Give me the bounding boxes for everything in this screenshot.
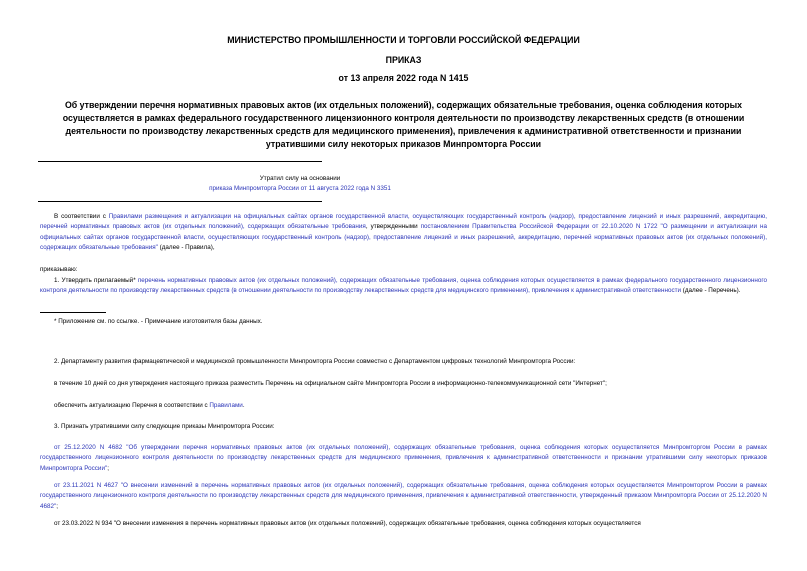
repeal-1-paragraph (40, 443, 767, 474)
ministry-name: МИНИСТЕРСТВО ПРОМЫШЛЕННОСТИ И ТОРГОВЛИ РОССИЙСКОЙ ФЕДЕРАЦИИ (227, 35, 580, 45)
status-text: Утратил силу на основании (259, 175, 341, 182)
repeal-1-suffix: ; (107, 464, 109, 472)
item-1-prefix: 1. Утвердить прилагаемый* (54, 277, 136, 284)
intro-suffix: (далее - Правила), (159, 243, 215, 251)
status-line (30, 185, 570, 192)
item-1-suffix: (далее - Перечень). (682, 287, 741, 295)
item-2b-paragraph (54, 401, 245, 411)
intro-middle: , утвержденными (365, 223, 418, 231)
footnote-divider (40, 312, 106, 313)
item-1-paragraph (40, 276, 767, 297)
footnote: * Приложение см. по ссылке. - Примечание изготовителя базы данных. (54, 318, 263, 325)
rules-link-2[interactable]: Правилами (209, 402, 243, 409)
repeal-2-suffix: ; (56, 502, 58, 510)
repeal-order-link[interactable]: приказа Минпромторга России от 11 августа 2022 года N 3351 (209, 185, 391, 192)
order-type: ПРИКАЗ (385, 55, 422, 65)
intro-prefix: В соответствии с (54, 213, 106, 220)
item-2a-paragraph: в течение 10 дней со дня утверждения настоящего приказа разместить Перечень на официальном сайте Минпромторга России в информационно-телекоммуникационной сети "Интернет"; (54, 380, 607, 387)
orders-word: приказываю: (40, 266, 78, 273)
item-2b-suffix: . (242, 402, 245, 409)
list-link[interactable]: перечень нормативных правовых актов (их отдельных положений), содержащих обязательные требования, оценка соблюдения которых осуществляется в рамках федерального государственного лицензионного контроля деятельности по производству лекарственных средств (в отношении деятельности по производству лекарственных средств для медицинского применения), привлечения к административной ответственности (40, 277, 768, 295)
item-2b-prefix: обеспечить актуализацию Перечня в соответствии с (54, 402, 208, 409)
item-3-paragraph: 3. Признать утратившими силу следующие приказы Минпромторга России: (54, 423, 275, 430)
repeal-order-4627-link[interactable]: от 23.11.2021 N 4627 "О внесении изменений в перечень нормативных правовых актов (их отдельных положений), содержащих обязательные требования, оценка соблюдения которых осуществляется Минпромторгом России в рамках государственного лицензионного контроля деятельности по производству лекарственных средств для медицинского применения, привлечения к административной ответственности, утвержденный приказом Минпромторга России от 25.12.2020 N 4682" (40, 482, 767, 510)
repeal-2-paragraph (40, 481, 767, 512)
document-title: Об утверждении перечня нормативных правовых актов (их отдельных положений), содержащих обязательные требования, оценка соблюдения которых осуществляется в рамках федерального государственного лицензионного контроля деятельности по производству лекарственных средств (в отношении деятельности по производству лекарственных средств для медицинского применения), привлечения к административной ответственности и признании утратившими силу некоторых приказов Минпромторга России (62, 100, 745, 149)
rules-link[interactable]: Правилами размещения и актуализации на официальных сайтах органов государственной власти, осуществляющих государственный контроль (надзор), предоставление лицензий и иных разрешений, аккредитацию, перечней нормативных правовых актов (их отдельных положений), содержащих обязательные требования (40, 213, 768, 231)
divider-status (38, 201, 322, 202)
divider-top (38, 161, 322, 162)
item-2-paragraph: 2. Департаменту развития фармацевтической и медицинской промышленности Минпромторга России совместно с Департаментом цифровых технологий Минпромторга России: (54, 358, 576, 365)
repeal-3-paragraph: от 23.03.2022 N 934 "О внесении изменения в перечень нормативных правовых актов (их отдельных положений), содержащих обязательные требования, оценка соблюдения которых осуществляется (54, 520, 641, 527)
order-date: от 13 апреля 2022 года N 1415 (338, 73, 469, 83)
repeal-order-4682-link[interactable]: от 25.12.2020 N 4682 "Об утверждении перечня нормативных правовых актов (их отдельных положений), содержащих обязательные требования, оценка соблюдения которых осуществляется Минпромторгом России в рамках государственного лицензионного контроля деятельности по производству лекарственных средств для медицинского применения, привлечения к административной ответственности и признании утратившими силу некоторых приказов Минпромторга России" (40, 444, 767, 472)
intro-paragraph (40, 212, 767, 253)
government-decree-link[interactable]: постановлением Правительства Российской Федерации от 22.10.2020 N 1722 "О размещении и актуализации на официальных сайтах органов государственной власти, осуществляющих государственный контроль (надзор), предоставление лицензий и иных разрешений, аккредитацию, перечней нормативных правовых актов (их отдельных положений), содержащих обязательные требования" (40, 223, 767, 251)
